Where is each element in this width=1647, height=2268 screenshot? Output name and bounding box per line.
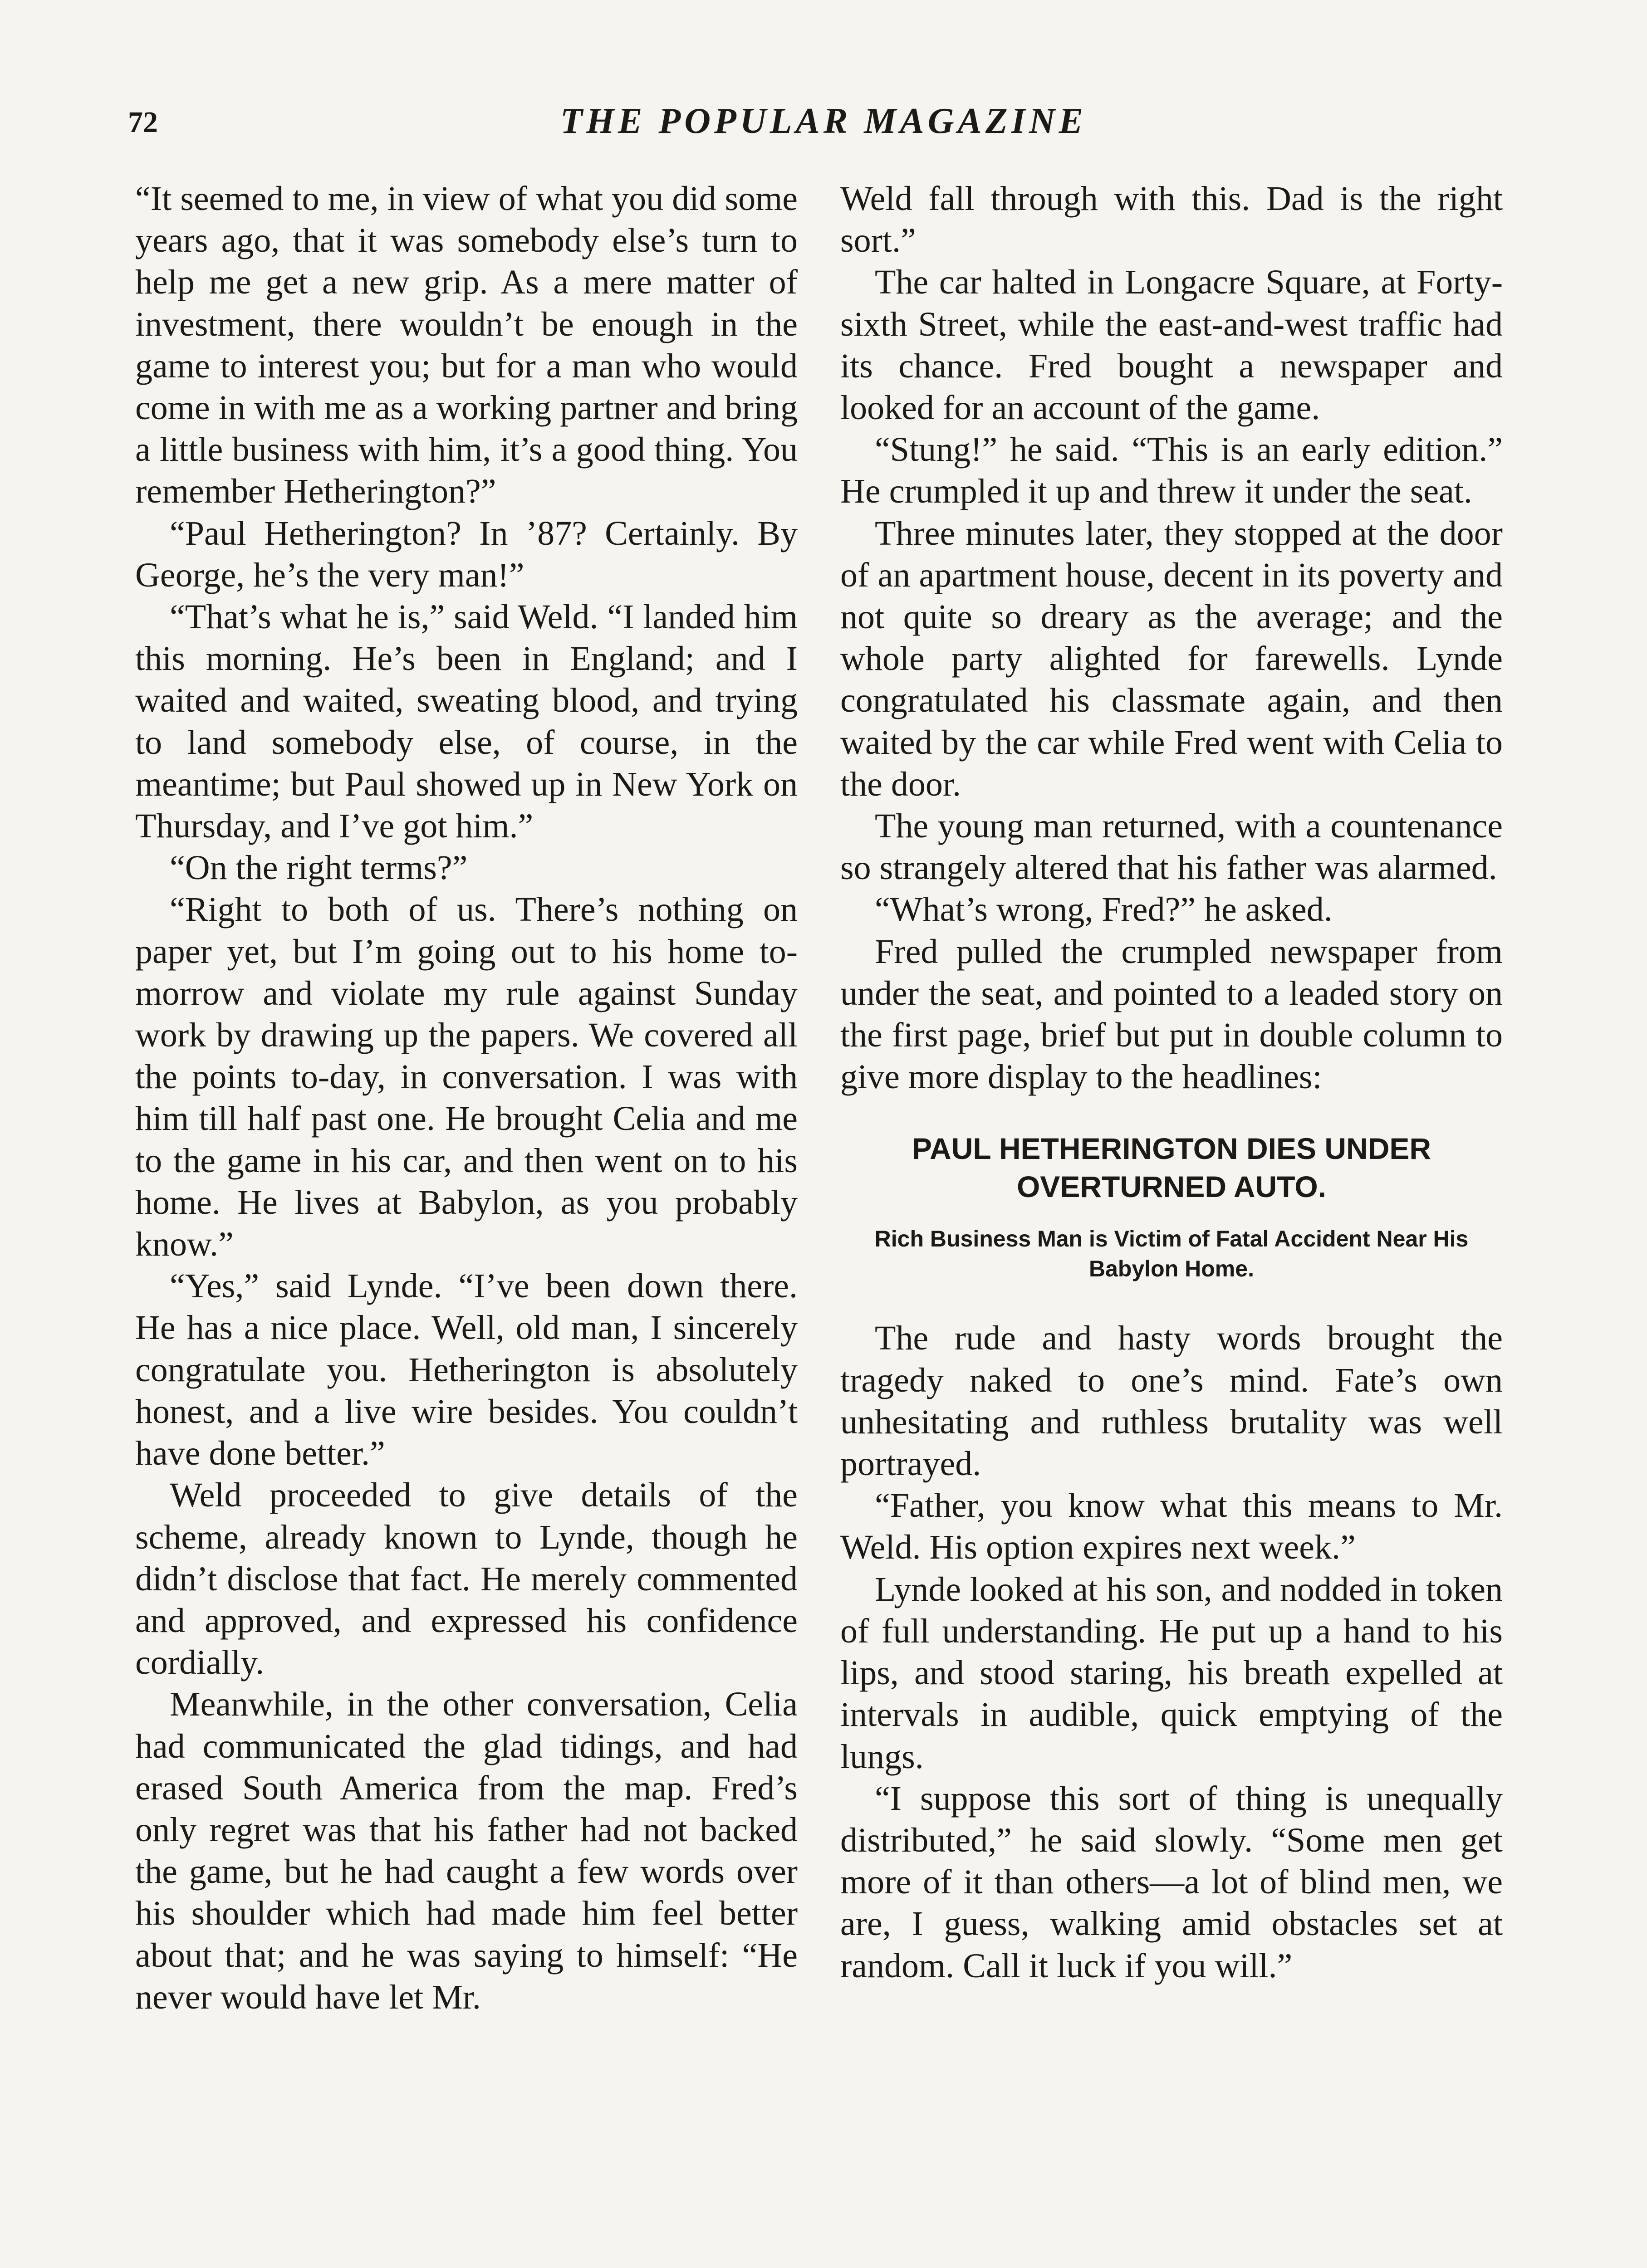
paragraph: The car halted in Longacre Square, at Forty-sixth Street, while the east-and-west traffic had its chance. Fred bought a newspaper and looked for an account of the game. bbox=[840, 263, 1503, 427]
paragraph: “Stung!” he said. “This is an early edition.” He crumpled it up and threw it under the seat. bbox=[840, 430, 1503, 511]
paragraph: The rude and hasty words brought the tragedy naked to one’s mind. Fate’s own unhesitating and ruthless brutality was well portrayed. bbox=[840, 1319, 1503, 1483]
paragraph: “Father, you know what this means to Mr. Weld. His option expires next week.” bbox=[840, 1486, 1503, 1567]
magazine-title: THE POPULAR MAGAZINE bbox=[560, 101, 1087, 141]
right-column bbox=[840, 178, 1503, 1987]
paragraph: Fred pulled the crumpled newspaper from under the seat, and pointed to a leaded story on the first page, brief but put in double column to give more display to the headlines: bbox=[840, 932, 1503, 1096]
paragraph: “Yes,” said Lynde. “I’ve been down there. He has a nice place. Well, old man, I sincerely congratulate you. Hetherington is absolutely honest, and a live wire besides. You couldn’t have done better.” bbox=[135, 1267, 798, 1473]
paragraph: “Right to both of us. There’s nothing on paper yet, but I’m going out to his home to-morrow and violate my rule against Sunday work by drawing up the papers. We covered all the points to-day, in conversation. I was with him till half past one. He brought Celia and me to the game in his car, and then went on to his home. He lives at Babylon, as you probably know.” bbox=[135, 890, 798, 1264]
paragraph: “That’s what he is,” said Weld. “I landed him this morning. He’s been in England; and I waited and waited, sweating blood, and trying to land somebody else, of course, in the meantime; but Paul showed up in New York on Thursday, and I’ve got him.” bbox=[135, 598, 798, 846]
page-number: 72 bbox=[128, 106, 158, 139]
news-subheadline: Rich Business Man is Victim of Fatal Accident Near His Babylon Home. bbox=[874, 1226, 1469, 1282]
paragraph: “I suppose this sort of thing is unequally distributed,” he said slowly. “Some men get more of it than others—a lot of blind men, we are, I guess, walking amid obstacles set at random. Call it luck if you will.” bbox=[840, 1779, 1503, 1985]
paragraph: Weld proceeded to give details of the scheme, already known to Lynde, though he didn’t disclose that fact. He merely commented and approved, and expressed his confidence cordially. bbox=[135, 1476, 798, 1682]
paragraph: The young man returned, with a countenance so strangely altered that his father was alarmed. bbox=[840, 807, 1503, 887]
paragraph: “What’s wrong, Fred?” he asked. bbox=[875, 890, 1333, 929]
paragraph: Weld fall through with this. Dad is the right sort.” bbox=[840, 180, 1503, 260]
paragraph: “It seemed to me, in view of what you did some years ago, that it was somebody else’s turn to help me get a new grip. As a mere matter of investment, there wouldn’t be enough in the game to interest you; but for a man who would come in with me as a working partner and bring a little business with him, it’s a good thing. You remember Hetherington?” bbox=[135, 180, 798, 511]
paragraph: Three minutes later, they stopped at the door of an apartment house, decent in its poverty and not quite so dreary as the average; and the whole party alighted for farewells. Lynde congratulated his classmate again, and then waited by the car while Fred went with Celia to the door. bbox=[840, 514, 1503, 803]
left-column bbox=[135, 178, 798, 2018]
paragraph: “Paul Hetherington? In ’87? Certainly. By George, he’s the very man!” bbox=[135, 514, 798, 594]
paragraph: Lynde looked at his son, and nodded in token of full understanding. He put up a hand to his lips, and stood staring, his breath expelled at intervals in audible, quick emptying of the lungs. bbox=[840, 1570, 1503, 1776]
paragraph: Meanwhile, in the other conversation, Celia had communicated the glad tidings, and had erased South America from the map. Fred’s only regret was that his father had not backed the game, but he had caught a few words over his shoulder which had made him feel better about that; and he was saying to himself: “He never would have let Mr. bbox=[135, 1685, 798, 2016]
news-headline: PAUL HETHERINGTON DIES UNDER OVERTURNED AUTO. bbox=[912, 1132, 1431, 1204]
paragraph: “On the right terms?” bbox=[170, 849, 468, 887]
